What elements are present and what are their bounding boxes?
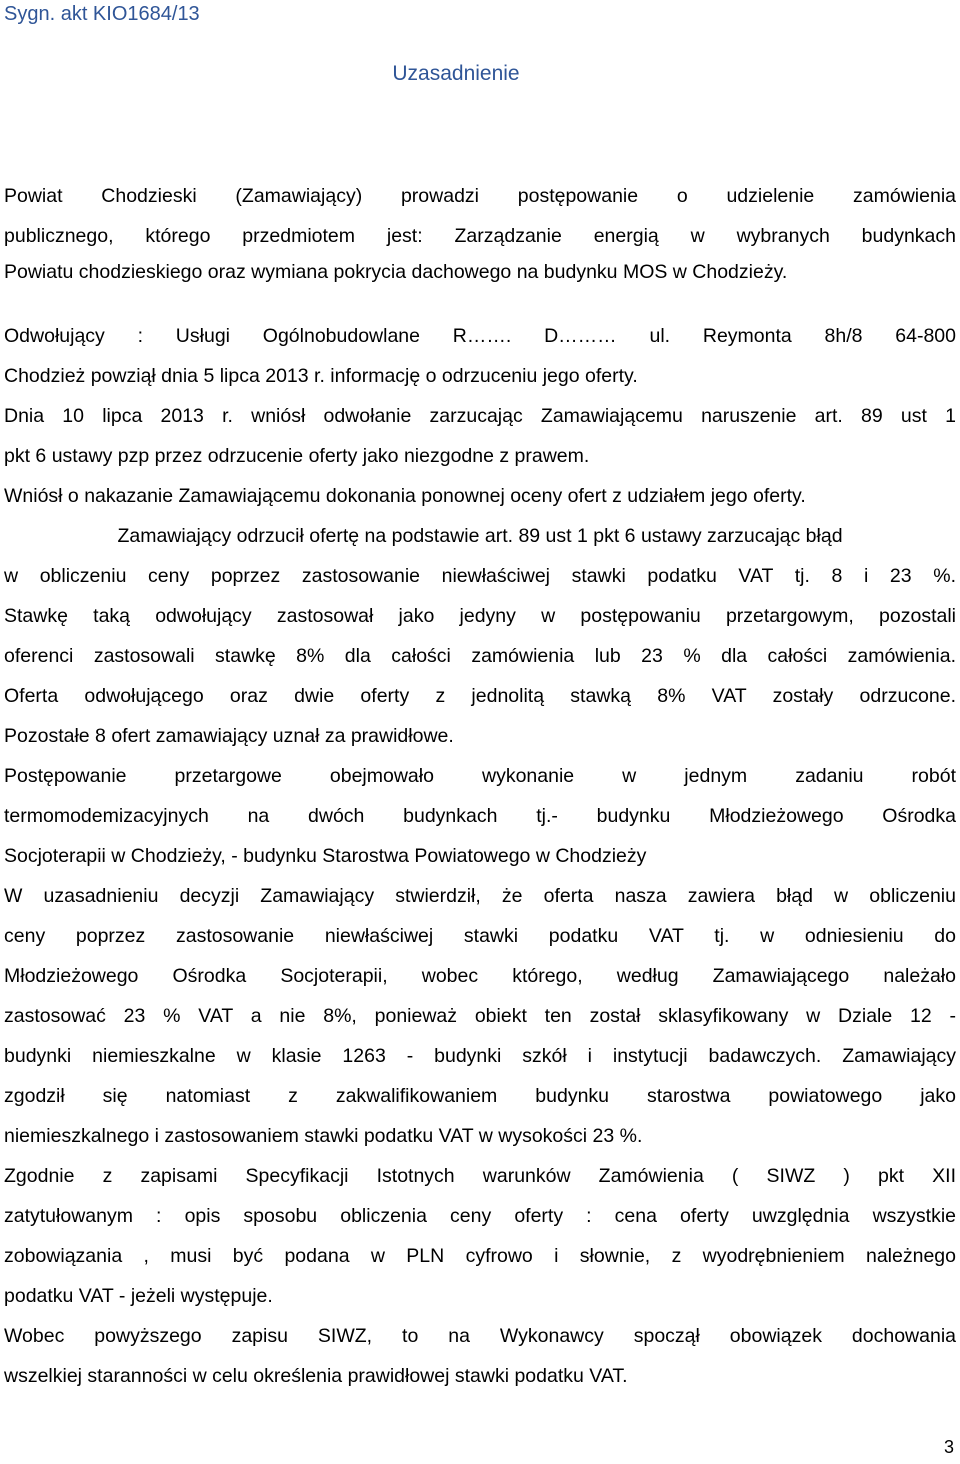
- case-signature: Sygn. akt KIO1684/13: [4, 3, 200, 25]
- body-line: Wniósł o nakazanie Zamawiającemu dokonania ponownej oceny ofert z udziałem jego oferty.: [4, 485, 806, 507]
- body-line: Postępowanie przetargowe obejmowało wykonanie w jednym zadaniu robót: [4, 765, 956, 787]
- body-line: pkt 6 ustawy pzp przez odrzucenie oferty jako niezgodne z prawem.: [4, 445, 590, 467]
- body-line: zatytułowanym : opis sposobu obliczenia ceny oferty : cena oferty uwzględnia wszystkie: [4, 1205, 956, 1227]
- body-line: oferenci zastosowali stawkę 8% dla całości zamówienia lub 23 % dla całości zamówienia.: [4, 645, 956, 667]
- body-line: zastosować 23 % VAT a nie 8%, ponieważ obiekt ten został sklasyfikowany w Dziale 12 -: [4, 1005, 956, 1027]
- body-line: Powiatu chodzieskiego oraz wymiana pokrycia dachowego na budynku MOS w Chodzieży.: [4, 261, 788, 283]
- body-line: Pozostałe 8 ofert zamawiający uznał za prawidłowe.: [4, 725, 454, 747]
- body-line: Odwołujący : Usługi Ogólnobudowlane R……. D……… ul. Reymonta 8h/8 64-800: [4, 325, 956, 347]
- body-line: Wobec powyższego zapisu SIWZ, to na Wykonawcy spoczął obowiązek dochowania: [4, 1325, 956, 1347]
- body-line: Zgodnie z zapisami Specyfikacji Istotnych warunków Zamówienia ( SIWZ ) pkt XII: [4, 1165, 956, 1187]
- body-line: podatku VAT - jeżeli występuje.: [4, 1285, 273, 1307]
- body-line: niemieszkalnego i zastosowaniem stawki podatku VAT w wysokości 23 %.: [4, 1125, 643, 1147]
- body-line: w obliczeniu ceny poprzez zastosowanie niewłaściwej stawki podatku VAT tj. 8 i 23 %.: [4, 565, 956, 587]
- body-line: budynki niemieszkalne w klasie 1263 - budynki szkół i instytucji badawczych. Zamawiający: [4, 1045, 956, 1067]
- body-line: Chodzież powziął dnia 5 lipca 2013 r. informację o odrzuceniu jego oferty.: [4, 365, 638, 387]
- body-line: W uzasadnieniu decyzji Zamawiający stwierdził, że oferta nasza zawiera błąd w obliczeniu: [4, 885, 956, 907]
- page-number: 3: [943, 1437, 954, 1457]
- body-line: zgodził się natomiast z zakwalifikowaniem budynku starostwa powiatowego jako: [4, 1085, 956, 1107]
- body-line: Stawkę taką odwołujący zastosował jako jedyny w postępowaniu przetargowym, pozostali: [4, 605, 956, 627]
- body-line: wszelkiej staranności w celu określenia prawidłowej stawki podatku VAT.: [4, 1365, 628, 1387]
- body-line: zobowiązania , musi być podana w PLN cyfrowo i słownie, z wyodrębnieniem należnego: [4, 1245, 956, 1267]
- body-line: ceny poprzez zastosowanie niewłaściwej stawki podatku VAT tj. w odniesieniu do: [4, 925, 956, 947]
- body-line: Powiat Chodzieski (Zamawiający) prowadzi postępowanie o udzielenie zamówienia: [4, 185, 956, 207]
- body-line: publicznego, którego przedmiotem jest: Zarządzanie energią w wybranych budynkach: [4, 225, 956, 247]
- body-line: Zamawiający odrzucił ofertę na podstawie art. 89 ust 1 pkt 6 ustawy zarzucając błąd: [117, 525, 843, 547]
- body-line: Oferta odwołującego oraz dwie oferty z jednolitą stawką 8% VAT zostały odrzucone.: [4, 685, 956, 707]
- body-line: Socjoterapii w Chodzieży, - budynku Starostwa Powiatowego w Chodzieży: [4, 845, 647, 867]
- body-line: Dnia 10 lipca 2013 r. wniósł odwołanie zarzucając Zamawiającemu naruszenie art. 89 ust 1: [4, 405, 956, 427]
- body-line: Młodzieżowego Ośrodka Socjoterapii, wobec którego, według Zamawiającego należało: [4, 965, 956, 987]
- body-line: termomodemizacyjnych na dwóch budynkach tj.- budynku Młodzieżowego Ośrodka: [4, 805, 956, 827]
- document-title: Uzasadnienie: [392, 62, 520, 85]
